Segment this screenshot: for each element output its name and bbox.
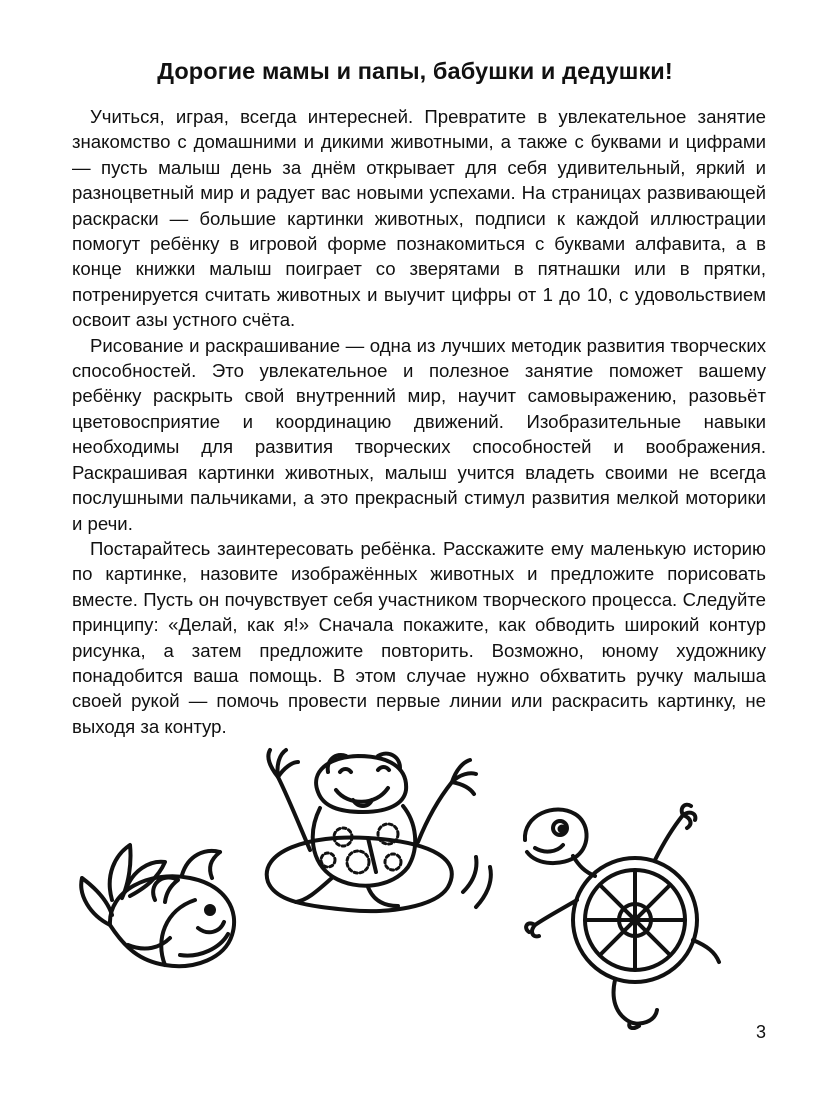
paragraph-2: Рисование и раскрашивание — одна из лучших методик развития творческих способностей. Это увлекательное и полезное занятие поможет вашему ребёнку раскрыть свой внутренний мир, научит самовыражению, разовьёт цветовосприятие и координацию движений. Изобразительные навыки необходимы для развития творческих способностей и воображения. Раскрашивая картинки животных, малыш учится владеть своими не всегда послушными пальчиками, а это прекрасный стимул развития мелкой моторики и речи. <box>72 334 766 534</box>
paragraph-1: Учиться, играя, всегда интересней. Превратите в увлекательное занятие знакомство с домашними и дикими животными, а также с буквами и цифрами — пусть малыш день за днём открывает для себя удивительный, яркий и разноцветный мир и радует вас новыми успехами. На страницах развивающей раскраски — большие картинки животных, подписи к каждой иллюстрации помогут ребёнку в игровой форме познакомиться с буквами алфавита, а в конце книжки малыш поиграет со зверятами в пятнашки или в прятки, потренируется считать животных и выучит цифры от 1 до 10, с удовольствием освоит азы устного счёта. <box>72 106 766 331</box>
frog-illustration <box>248 742 498 932</box>
illustrations <box>0 730 830 1050</box>
paragraph-3: Постарайтесь заинтересовать ребёнка. Расскажите ему маленькую историю по картинке, назовите изображённых животных и предложите порисовать вместе. Пусть он почувствует себя участником творческого процесса. Следуйте принципу: «Делай, как я!» Сначала покажите, как обводить широкий контур рисунка, а затем предложите повторить. Возможно, юному художнику понадобится ваша помощь. В этом случае нужно обхватить ручку малыша своей рукой — помочь провести первые линии или раскрасить картинку, не выходя за контур. <box>72 537 766 737</box>
page-number: 3 <box>755 1022 766 1042</box>
turtle-illustration <box>515 800 725 1030</box>
fish-illustration <box>70 830 270 980</box>
intro-text <box>72 104 766 739</box>
page-title: Дорогие мамы и папы, бабушки и дедушки! <box>157 58 673 84</box>
